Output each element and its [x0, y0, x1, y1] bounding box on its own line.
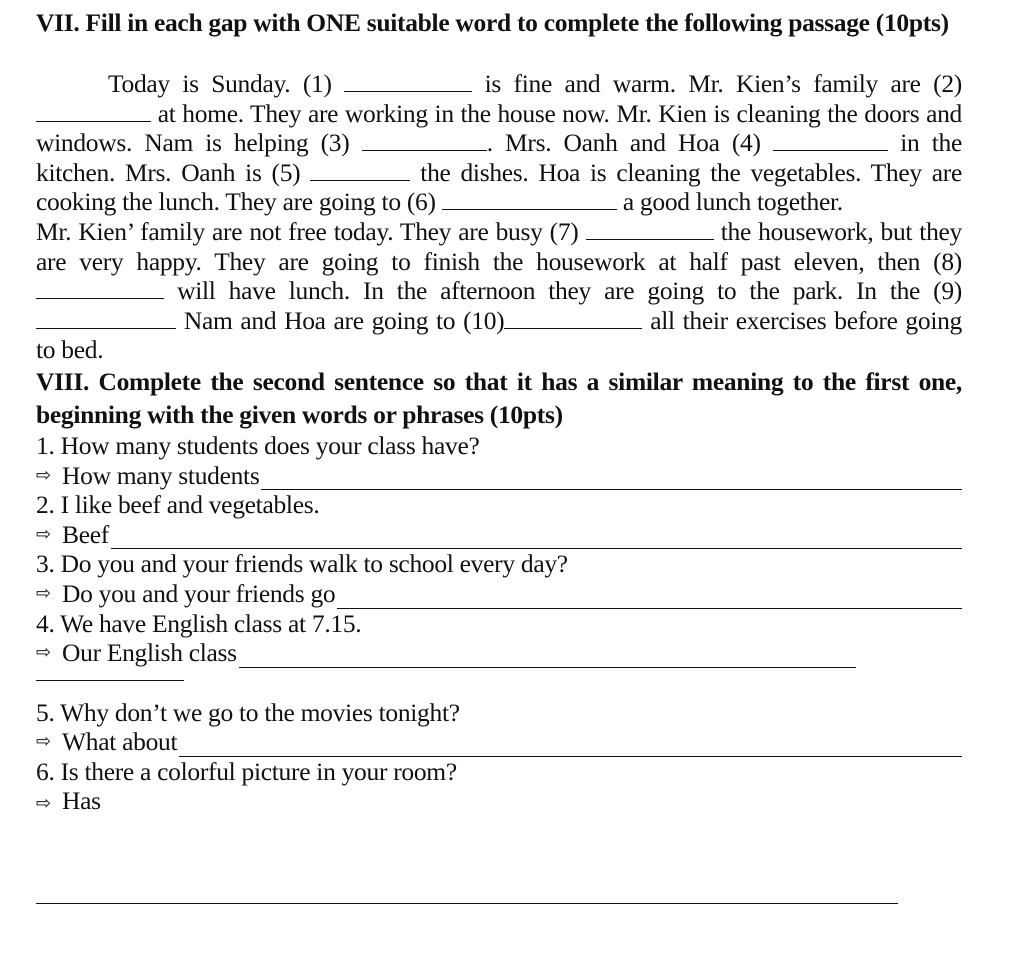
passage-text: the housework, but they are very happy. They are going to finish the housework at half past eleven, then (8) — [36, 216, 963, 276]
gap-3[interactable] — [362, 130, 487, 151]
gap-9[interactable] — [36, 308, 176, 329]
answer-blank[interactable] — [179, 734, 962, 757]
question-3: 3. Do you and your friends walk to school every day? — [36, 549, 568, 579]
answer-line-3[interactable] — [36, 579, 962, 609]
arrow-right-icon: ⇨ — [36, 582, 51, 604]
answer-prompt: Has — [62, 786, 101, 816]
answer-prompt: Do you and your friends go — [62, 578, 336, 608]
question-4: 4. We have English class at 7.15. — [36, 608, 362, 638]
passage-text: all their exercises before going to bed. — [36, 305, 963, 365]
answer-line-1[interactable] — [36, 461, 962, 491]
gap-1[interactable] — [344, 71, 472, 92]
answer-prompt: Our English class — [62, 638, 237, 668]
answer-blank[interactable] — [261, 467, 962, 490]
arrow-right-icon: ⇨ — [36, 523, 51, 545]
passage-text: Nam and Hoa are going to (10) — [183, 305, 505, 335]
question-1: 1. How many students does your class have? — [36, 430, 480, 460]
arrow-right-icon: ⇨ — [36, 731, 51, 753]
passage-text: will have lunch. In the afternoon they are going to the park. In the (9) — [177, 276, 963, 306]
answer-line-6 — [36, 786, 962, 819]
passage-text: is fine and warm. Mr. Kien’s family are (2) — [484, 69, 963, 98]
answer-blank[interactable] — [239, 645, 856, 668]
answer-prompt: How many students — [62, 460, 260, 490]
question-5: 5. Why don’t we go to the movies tonight? — [36, 697, 460, 727]
arrow-right-icon: ⇨ — [36, 793, 51, 815]
answer-blank[interactable] — [36, 680, 184, 681]
section-7-heading: VII. Fill in each gap with ONE suitable word to complete the following passage (10pts) — [36, 8, 949, 37]
section-7-paragraph-1 — [36, 69, 962, 217]
passage-text: Today is Sunday. (1) — [108, 69, 332, 98]
passage-text: . Mrs. Oanh and Hoa (4) — [486, 128, 761, 158]
question-2: 2. I like beef and vegetables. — [36, 490, 320, 520]
passage-text: a good lunch together. — [622, 187, 843, 217]
answer-line-2[interactable] — [36, 520, 962, 550]
answer-blank[interactable] — [111, 526, 962, 549]
gap-6[interactable] — [442, 189, 617, 210]
answer-line-5[interactable] — [36, 727, 962, 757]
passage-text: at home. They are working in the house now. Mr. Kien is cleaning the doors and windows. Nam is helping (3) — [36, 98, 963, 158]
answer-line-6-blank[interactable] — [36, 903, 898, 904]
section-8-heading: VIII. Complete the second sentence so that it has a similar meaning to the first one, beginning with the given words or phrases (10pts) — [36, 366, 962, 429]
passage-text: the dishes. Hoa is cleaning the vegetables. They are cooking the lunch. They are going to (6) — [36, 157, 963, 217]
gap-7[interactable] — [586, 219, 714, 240]
gap-2[interactable] — [36, 101, 151, 122]
arrow-right-icon: ⇨ — [36, 642, 51, 664]
gap-10[interactable] — [504, 308, 642, 329]
answer-prompt: What about — [62, 727, 178, 757]
passage-text: Mr. Kien’ family are not free today. They are busy (7) — [36, 216, 579, 246]
gap-4[interactable] — [773, 130, 888, 151]
arrow-right-icon: ⇨ — [36, 464, 51, 486]
gap-5[interactable] — [310, 160, 410, 181]
answer-line-4-continuation[interactable] — [36, 668, 962, 698]
question-6: 6. Is there a colorful picture in your room? — [36, 756, 457, 786]
answer-line-4[interactable] — [36, 638, 856, 668]
answer-prompt: Beef — [62, 519, 109, 549]
passage-text: in the kitchen. Mrs. Oanh is (5) — [36, 128, 962, 187]
section-7-paragraph-2 — [36, 217, 962, 365]
gap-8[interactable] — [36, 278, 164, 299]
answer-blank[interactable] — [337, 586, 962, 609]
